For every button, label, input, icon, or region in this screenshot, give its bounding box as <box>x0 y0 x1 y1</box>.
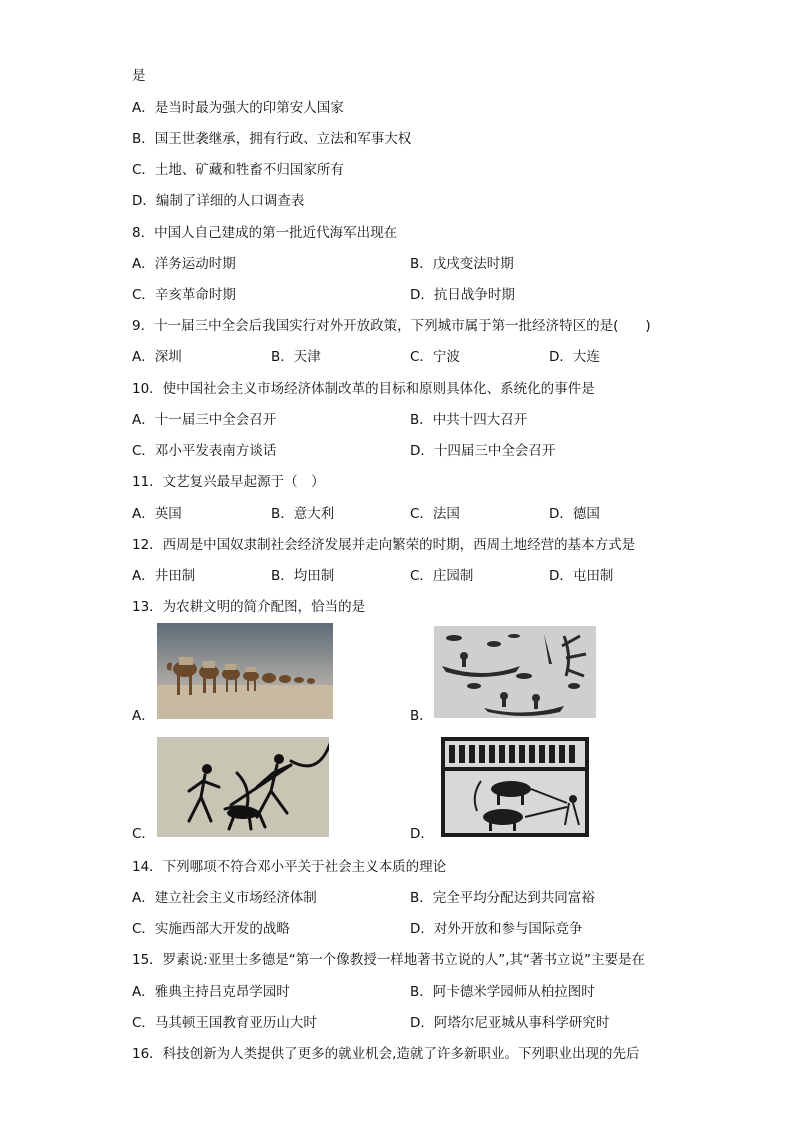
q10-option-a: A．十一届三中全会召开 <box>132 412 277 428</box>
q7-stem-tail: 是 <box>132 68 146 84</box>
q12-option-b: B．均田制 <box>271 568 335 584</box>
camel-caravan-image <box>157 623 333 719</box>
q8-stem: 8．中国人自己建成的第一批近代海军出现在 <box>132 225 398 241</box>
q9-stem: 9．十一届三中全会后我国实行对外开放政策，下列城市属于第一批经济特区的是( ) <box>132 318 651 334</box>
q9-option-a: A．深圳 <box>132 349 182 365</box>
q10-option-c: C．邓小平发表南方谈话 <box>132 443 277 459</box>
q15-option-c: C．马其顿王国教育亚历山大时 <box>132 1015 317 1031</box>
q14-option-d: D．对外开放和参与国际竞争 <box>410 921 583 937</box>
q15-stem: 15．罗素说:亚里士多德是“第一个像教授一样地著书立说的人”,其“著书立说”主要是在 <box>132 952 645 968</box>
q7-option-c: C．土地、矿藏和牲畜不归国家所有 <box>132 162 344 178</box>
hunting-painting-image <box>157 737 329 837</box>
q9-option-c: C．宁波 <box>410 349 460 365</box>
q12-stem: 12．西周是中国奴隶制社会经济发展并走向繁荣的时期，西周土地经营的基本方式是 <box>132 537 636 553</box>
q11-option-c: C．法国 <box>410 506 460 522</box>
q8-option-b: B．戊戌变法时期 <box>410 256 514 272</box>
fishing-relief-image <box>434 626 596 718</box>
q13-stem: 13．为农耕文明的简介配图，恰当的是 <box>132 599 366 615</box>
q8-option-c: C．辛亥革命时期 <box>132 287 236 303</box>
q7-option-d: D．编制了详细的人口调查表 <box>132 193 305 209</box>
q14-option-a: A．建立社会主义市场经济体制 <box>132 890 317 906</box>
q13-option-a-label: A． <box>132 708 155 724</box>
q11-option-a: A．英国 <box>132 506 182 522</box>
q7-option-b: B．国王世袭继承，拥有行政、立法和军事大权 <box>132 131 412 147</box>
q12-option-c: C．庄园制 <box>410 568 474 584</box>
q10-option-b: B．中共十四大召开 <box>410 412 528 428</box>
q12-option-a: A．井田制 <box>132 568 196 584</box>
q8-option-d: D．抗日战争时期 <box>410 287 515 303</box>
q13-option-d-label: D． <box>410 826 434 842</box>
q16-stem: 16．科技创新为人类提供了更多的就业机会,造就了许多新职业。下列职业出现的先后 <box>132 1046 640 1062</box>
q15-option-d: D．阿塔尔尼亚城从事科学研究时 <box>410 1015 610 1031</box>
ox-plowing-image <box>441 737 589 837</box>
q13-option-c-label: C． <box>132 826 155 842</box>
q9-option-b: B．天津 <box>271 349 321 365</box>
q11-option-d: D．德国 <box>549 506 600 522</box>
q14-option-b: B．完全平均分配达到共同富裕 <box>410 890 595 906</box>
q7-option-a: A．是当时最为强大的印第安人国家 <box>132 100 344 116</box>
q12-option-d: D．屯田制 <box>549 568 614 584</box>
q9-option-d: D．大连 <box>549 349 600 365</box>
q14-stem: 14．下列哪项不符合邓小平关于社会主义本质的理论 <box>132 859 447 875</box>
q8-option-a: A．洋务运动时期 <box>132 256 236 272</box>
q11-stem: 11．文艺复兴最早起源于（ ） <box>132 474 325 490</box>
q13-option-b-label: B． <box>410 708 433 724</box>
q10-stem: 10．使中国社会主义市场经济体制改革的目标和原则具体化、系统化的事件是 <box>132 381 595 397</box>
q10-option-d: D．十四届三中全会召开 <box>410 443 556 459</box>
q15-option-b: B．阿卡德米学园师从柏拉图时 <box>410 984 595 1000</box>
q11-option-b: B．意大利 <box>271 506 335 522</box>
q14-option-c: C．实施西部大开发的战略 <box>132 921 290 937</box>
q15-option-a: A．雅典主持吕克昂学园时 <box>132 984 290 1000</box>
